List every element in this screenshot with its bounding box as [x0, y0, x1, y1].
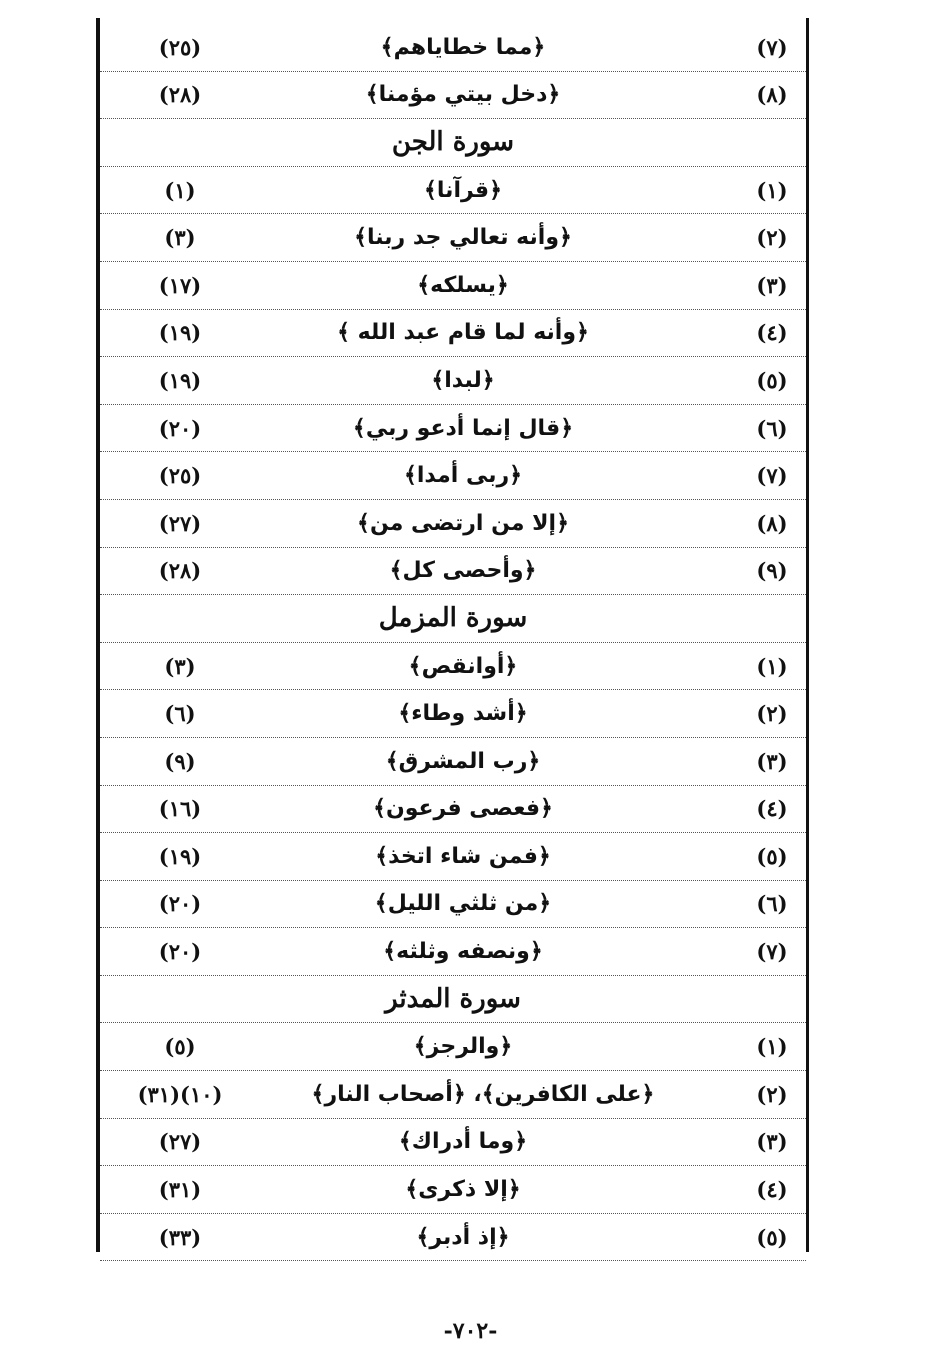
- quran-phrase: ﴿وما أدراك﴾: [398, 1129, 528, 1155]
- entry-number: (١): [756, 177, 788, 203]
- quran-phrase: ﴿أشد وطاء﴾: [398, 701, 528, 727]
- quran-phrase: ﴿قرآنا﴾: [424, 177, 502, 203]
- verse-reference: (١٧): [158, 272, 202, 298]
- verse-reference: (٣٣): [158, 1224, 202, 1250]
- verse-reference: (١٩): [158, 320, 202, 346]
- entry-number: (٣): [756, 272, 788, 298]
- index-row: [100, 1023, 806, 1071]
- verse-reference: (٣١): [158, 1177, 202, 1203]
- quran-phrase: ﴿فعصى فرعون﴾: [373, 796, 553, 822]
- entry-number: (٤): [756, 320, 788, 346]
- index-row: [100, 72, 806, 120]
- index-row: [100, 1166, 806, 1214]
- index-row: [100, 214, 806, 262]
- surah-heading-row: [100, 976, 806, 1024]
- quran-phrase: ﴿ربى أمدا﴾: [403, 463, 523, 489]
- quran-phrase: ﴿أوانقص﴾: [408, 653, 518, 679]
- page-number: -٧٠٢-: [443, 1318, 498, 1344]
- verse-reference: (٣): [164, 653, 196, 679]
- index-row: [100, 548, 806, 596]
- entry-number: (٩): [756, 558, 788, 584]
- entry-number: (٣): [756, 748, 788, 774]
- entry-number: (٥): [756, 367, 788, 393]
- verse-reference: (٩): [164, 748, 196, 774]
- entry-number: (١): [756, 1034, 788, 1060]
- verse-reference: (١٠)(٣١): [137, 1081, 223, 1107]
- quran-phrase: ﴿رب المشرق﴾: [385, 748, 541, 774]
- surah-title: سورة المزمل: [378, 603, 528, 634]
- verse-reference: (٢٥): [158, 463, 202, 489]
- index-row: [100, 310, 806, 358]
- index-row: [100, 643, 806, 691]
- index-row: [100, 167, 806, 215]
- entry-number: (٦): [756, 415, 788, 441]
- index-row: [100, 262, 806, 310]
- entry-number: (٨): [756, 510, 788, 536]
- verse-reference: (٢٧): [158, 1129, 202, 1155]
- quran-phrase: ﴿على الكافرين﴾، ﴿أصحاب النار﴾: [311, 1081, 655, 1107]
- surah-heading-row: [100, 119, 806, 167]
- entry-number: (٧): [756, 939, 788, 965]
- quran-phrase: ﴿وأحصى كل﴾: [389, 558, 537, 584]
- verse-reference: (١٦): [158, 796, 202, 822]
- quran-phrase: ﴿إذ أدبر﴾: [416, 1224, 510, 1250]
- entry-number: (٥): [756, 843, 788, 869]
- entry-number: (٢): [756, 1081, 788, 1107]
- index-row: [100, 500, 806, 548]
- entry-number: (٨): [756, 82, 788, 108]
- verse-reference: (٥): [164, 1034, 196, 1060]
- verse-reference: (٢٠): [158, 939, 202, 965]
- index-row: [100, 1119, 806, 1167]
- entry-number: (٦): [756, 891, 788, 917]
- index-row: [100, 1071, 806, 1119]
- entry-number: (٤): [756, 796, 788, 822]
- quran-phrase: ﴿وأنه لما قام عبد الله ﴾: [337, 320, 589, 346]
- quran-phrase: ﴿إلا ذكرى﴾: [405, 1177, 521, 1203]
- verse-reference: (٢٠): [158, 415, 202, 441]
- quran-phrase: ﴿إلا من ارتضى من﴾: [357, 510, 569, 536]
- index-row: [100, 690, 806, 738]
- verse-reference: (٣): [164, 225, 196, 251]
- entry-number: (١): [756, 653, 788, 679]
- verse-reference: (٢٠): [158, 891, 202, 917]
- verse-reference: (١): [164, 177, 196, 203]
- quran-phrase: ﴿لبدا﴾: [431, 367, 495, 393]
- index-row: [100, 881, 806, 929]
- quran-phrase: ﴿فمن شاء اتخذ﴾: [375, 843, 551, 869]
- quran-phrase: ﴿مما خطاياهم﴾: [380, 34, 546, 60]
- entry-number: (٧): [756, 463, 788, 489]
- index-row: [100, 738, 806, 786]
- index-table: [100, 24, 806, 1261]
- index-row: [100, 24, 806, 72]
- entry-number: (٥): [756, 1224, 788, 1250]
- quran-phrase: ﴿يسلكه﴾: [417, 272, 509, 298]
- index-row: [100, 928, 806, 976]
- index-row: [100, 405, 806, 453]
- quran-phrase: ﴿من ثلثي الليل﴾: [374, 891, 552, 917]
- index-row: [100, 1214, 806, 1262]
- index-row: [100, 833, 806, 881]
- quran-phrase: ﴿قال إنما أدعو ربي﴾: [352, 415, 574, 441]
- right-border-rule: [806, 18, 809, 1252]
- index-row: [100, 357, 806, 405]
- verse-reference: (٦): [164, 701, 196, 727]
- index-row: [100, 786, 806, 834]
- verse-reference: (٢٥): [158, 34, 202, 60]
- index-row: [100, 452, 806, 500]
- entry-number: (٤): [756, 1177, 788, 1203]
- entry-number: (٢): [756, 701, 788, 727]
- surah-heading-row: [100, 595, 806, 643]
- quran-phrase: ﴿ونصفه وثلثه﴾: [383, 939, 543, 965]
- surah-title: سورة الجن: [391, 127, 515, 158]
- entry-number: (٣): [756, 1129, 788, 1155]
- verse-reference: (١٩): [158, 843, 202, 869]
- verse-reference: (٢٨): [158, 82, 202, 108]
- quran-phrase: ﴿وأنه تعالي جد ربنا﴾: [354, 225, 572, 251]
- verse-reference: (١٩): [158, 367, 202, 393]
- quran-phrase: ﴿دخل بيتي مؤمنا﴾: [365, 82, 561, 108]
- verse-reference: (٢٨): [158, 558, 202, 584]
- surah-title: سورة المدثر: [385, 984, 521, 1015]
- entry-number: (٧): [756, 34, 788, 60]
- entry-number: (٢): [756, 225, 788, 251]
- quran-phrase: ﴿والرجز﴾: [413, 1034, 513, 1060]
- verse-reference: (٢٧): [158, 510, 202, 536]
